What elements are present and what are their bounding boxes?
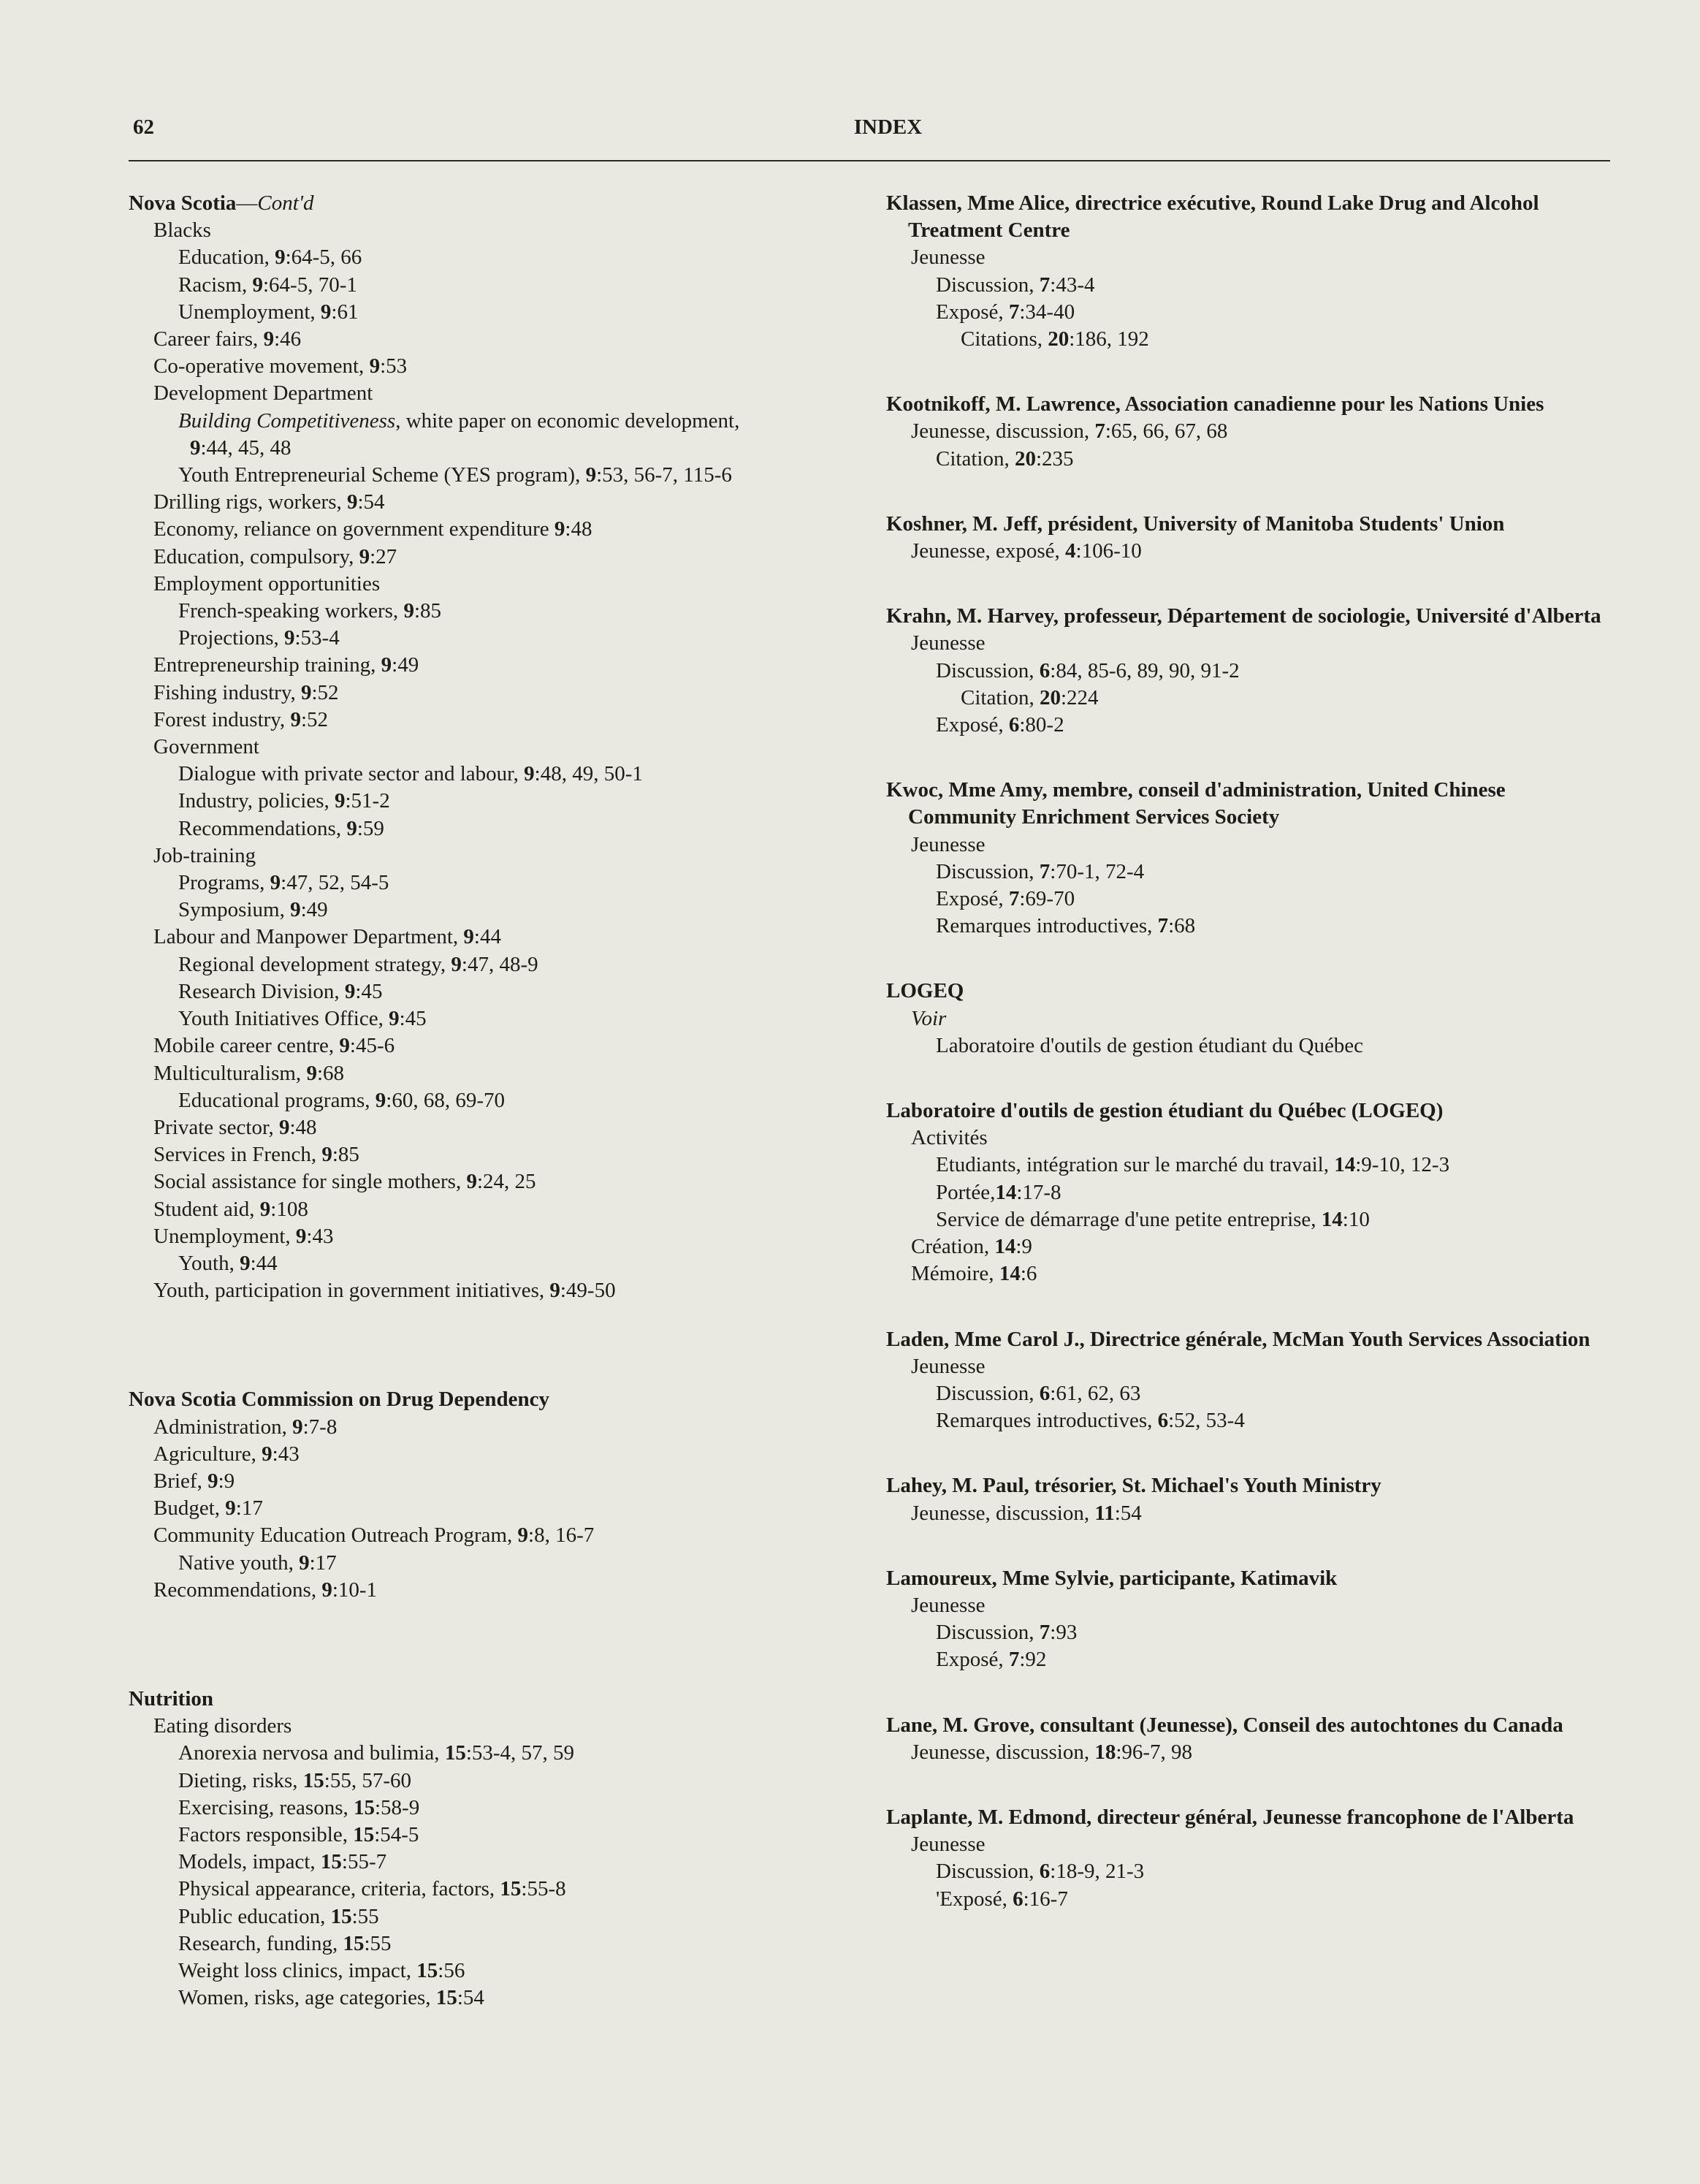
subentry: Anorexia nervosa and bulimia, 15:53-4, 57, 59 [178,1741,575,1765]
subentry: Discussion, 6:61, 62, 63 [936,1381,1141,1405]
subentry: French-speaking workers, 9:85 [178,599,441,623]
subentry: Government [153,735,259,759]
index-entry-krahn [886,603,1609,739]
subentry: Service de démarrage d'une petite entreprise, 14:10 [936,1207,1370,1231]
index-entry-laden [886,1326,1609,1435]
entry-heading: Laplante, M. Edmond, directeur général, Jeunesse francophone de l'Alberta [886,1805,1574,1829]
subentry: Educational programs, 9:60, 68, 69-70 [178,1088,505,1112]
subentry: Création, 14:9 [911,1235,1032,1259]
subentry: Forest industry, 9:52 [153,707,328,731]
subentry: Activités [911,1126,988,1150]
entry-heading: Koshner, M. Jeff, président, University of Manitoba Students' Union [886,511,1505,536]
index-entry-koshner [886,511,1609,565]
subentry: Racism, 9:64-5, 70-1 [178,273,357,297]
subentry: Jeunesse [911,1833,986,1857]
subentry: Jeunesse, discussion, 7:65, 66, 67, 68 [911,419,1228,444]
subentry: Exposé, 7:34-40 [936,300,1075,324]
subentry: Mémoire, 14:6 [911,1262,1037,1286]
entry-heading: Klassen, Mme Alice, directrice exécutive, Round Lake Drug and Alcohol Treatment Centre [886,191,1539,243]
subentry: Recommendations, 9:10-1 [153,1578,378,1602]
subentry: Jeunesse [911,1354,986,1378]
right-column [886,190,1609,1913]
see-reference-target: Laboratoire d'outils de gestion étudiant du Québec [936,1033,1364,1057]
page-title: INDEX [853,115,923,139]
subentry: Research, funding, 15:55 [178,1931,392,1955]
entry-heading: Lamoureux, Mme Sylvie, participante, Katimavik [886,1566,1338,1590]
subentry: Brief, 9:9 [153,1469,235,1493]
subentry: Exposé, 7:92 [936,1648,1047,1672]
entry-heading: Laboratoire d'outils de gestion étudiant du Québec (LOGEQ) [886,1099,1444,1123]
subentry: Native youth, 9:17 [178,1551,337,1575]
subentry: Jeunesse [911,1593,986,1617]
subentry: Job-training [153,843,256,867]
left-column [129,190,852,2012]
subentry: Remarques introductives, 7:68 [936,914,1196,938]
index-entry-lamoureux [886,1565,1609,1674]
subentry: Youth Entrepreneurial Scheme (YES program), 9:53, 56-7, 115-6 [178,463,732,487]
index-entry-logeq [886,978,1609,1059]
subentry: Regional development strategy, 9:47, 48-9 [178,952,538,976]
entry-heading: Lahey, M. Paul, trésorier, St. Michael's Youth Ministry [886,1474,1381,1498]
subentry: Youth, 9:44 [178,1251,278,1275]
entry-heading: Laden, Mme Carol J., Directrice générale, McMan Youth Services Association [886,1327,1590,1351]
subentry: Mobile career centre, 9:45-6 [153,1034,395,1058]
subentry: Programs, 9:47, 52, 54-5 [178,871,389,895]
subentry: Discussion, 7:93 [936,1621,1078,1645]
subentry: Recommendations, 9:59 [178,816,384,840]
subentry: Education, 9:64-5, 66 [178,246,362,270]
subentry: Youth Initiatives Office, 9:45 [178,1007,427,1031]
subentry: Weight loss clinics, impact, 15:56 [178,1958,465,1982]
subentry: Public education, 15:55 [178,1904,379,1928]
subentry: Economy, reliance on government expenditure 9:48 [153,517,592,541]
subentry: Exercising, reasons, 15:58-9 [178,1795,420,1819]
index-entry-lahey [886,1472,1609,1526]
subentry: Fishing industry, 9:52 [153,680,339,704]
subentry: Education, compulsory, 9:27 [153,544,397,568]
header-rule [129,160,1610,161]
subentry: Citations, 20:186, 192 [961,327,1149,351]
subentry: Co-operative movement, 9:53 [153,354,408,378]
subentry: Jeunesse [911,832,986,856]
entry-heading: Nova Scotia [129,191,237,215]
subentry: Research Division, 9:45 [178,979,383,1003]
subentry: Dialogue with private sector and labour, 9:48, 49, 50-1 [178,762,643,786]
subentry: 'Exposé, 6:16-7 [936,1887,1068,1911]
subentry: Factors responsible, 15:54-5 [178,1822,419,1846]
index-entry-kwoc [886,777,1609,940]
subentry: Industry, policies, 9:51-2 [178,789,390,813]
subentry: Social assistance for single mothers, 9:24, 25 [153,1170,536,1194]
subentry: Women, risks, age categories, 15:54 [178,1986,484,2010]
subentry: Development Department [153,381,373,406]
see-reference-label: Voir [911,1006,947,1030]
subentry: Discussion, 6:84, 85-6, 89, 90, 91-2 [936,658,1240,682]
entry-heading: Kwoc, Mme Amy, membre, conseil d'administration, United Chinese Community Enrichment Services Society [886,778,1506,829]
entry-heading: Nova Scotia Commission on Drug Dependency [129,1388,549,1412]
index-entry-laplante [886,1804,1609,1913]
subentry: Citation, 20:235 [936,446,1074,471]
subentry: Jeunesse [911,246,986,270]
subentry: Physical appearance, criteria, factors, 15:55-8 [178,1877,566,1901]
subentry: Portée,14:17-8 [936,1180,1061,1204]
subentry: Discussion, 6:18-9, 21-3 [936,1860,1145,1884]
subentry: Blacks [153,218,211,243]
subentry: Services in French, 9:85 [153,1143,359,1167]
subentry: Budget, 9:17 [153,1496,263,1521]
subentry: Jeunesse, exposé, 4:106-10 [911,539,1142,563]
index-entry-laboratoire [886,1097,1609,1287]
subentry: Entrepreneurship training, 9:49 [153,653,419,677]
subentry: Jeunesse, discussion, 18:96-7, 98 [911,1740,1193,1764]
subentry: Exposé, 7:69-70 [936,887,1075,911]
subentry: Symposium, 9:49 [178,898,328,922]
subentry: Jeunesse [911,631,986,655]
subentry: Eating disorders [153,1714,292,1738]
page-number: 62 [133,115,154,139]
subentry: Private sector, 9:48 [153,1115,317,1139]
entry-heading: Lane, M. Grove, consultant (Jeunesse), Conseil des autochtones du Canada [886,1713,1563,1737]
subentry: Agriculture, 9:43 [153,1442,300,1466]
index-entry-nscdd [129,1386,852,1604]
subentry: Community Education Outreach Program, 9:8, 16-7 [153,1523,595,1548]
subentry: Youth, participation in government initiatives, 9:49-50 [153,1279,616,1303]
index-entry-klassen [886,190,1609,353]
subentry: Discussion, 7:43-4 [936,273,1095,297]
subentry: Career fairs, 9:46 [153,327,302,351]
subentry: Drilling rigs, workers, 9:54 [153,490,385,514]
subentry: Discussion, 7:70-1, 72-4 [936,859,1145,883]
entry-heading: LOGEQ [886,979,964,1003]
subentry: Projections, 9:53-4 [178,626,340,650]
subentry: Remarques introductives, 6:52, 53-4 [936,1409,1245,1433]
subentry: Exposé, 6:80-2 [936,713,1064,737]
continued-label: Cont'd [257,191,314,215]
subentry-continuation: 9:44, 45, 48 [190,435,291,460]
subentry: Models, impact, 15:55-7 [178,1850,387,1874]
subentry: Student aid, 9:108 [153,1197,308,1221]
subentry: Building Competitiveness, white paper on economic development, [178,408,740,433]
index-entry-lane [886,1712,1609,1766]
subentry: Unemployment, 9:43 [153,1224,334,1248]
entry-heading: Nutrition [129,1686,213,1711]
subentry: Etudiants, intégration sur le marché du travail, 14:9-10, 12-3 [936,1153,1450,1177]
subentry: Unemployment, 9:61 [178,300,359,324]
index-entry-nova-scotia: Nova Scotia—Cont'd Blacks Education, 9:64-5, 66 Racism, 9:64-5, 70-1 Unemployment, 9:61 Career fairs, 9:46 Co-operative movement, 9:53 Development Department Building Competitiveness, white paper on economic development, 9:44, 45, 48 Youth Entrepreneurial Scheme (YES program), 9:53, 56-7, 115-6 Drilling rigs, workers, 9:54 Economy, reliance on government expenditure 9:48 Education, compulsory, 9:27 Employment opportunities French-speaking workers, 9:85 Projections, 9:53-4 Entrepreneurship training, 9:49 Fishing industry, 9:52 Forest industry, 9:52 Government Dialogue with private sector and labour, 9:48, 49, 50-1 Industry, policies, 9:51-2 Recommendations, 9:59 Job-training Programs, 9:47, 52, 54-5 Symposium, 9:49 Labour and Manpower Department, 9:44 Regional development strategy, 9:47, 48-9 Research Division, 9:45 Youth Initiatives Office, 9:45 Mobile career centre, 9:45-6 Multiculturalism, 9:68 Educational programs, 9:60, 68, 69-70 Private sector, 9:48 Services in French, 9:85 Social assistance for single mothers, 9:24, 25 Student aid, 9:108 Unemployment, 9:43 Youth, 9:44 Youth, participation in government initiatives, 9:49-50 [129,190,852,1304]
subentry: Employment opportunities [153,571,381,596]
index-entry-nutrition [129,1686,852,2012]
subentry: Jeunesse, discussion, 11:54 [911,1501,1142,1525]
subentry: Citation, 20:224 [961,685,1099,709]
entry-heading: Kootnikoff, M. Lawrence, Association canadienne pour les Nations Unies [886,392,1544,416]
subentry: Multiculturalism, 9:68 [153,1061,344,1085]
entry-heading: Krahn, M. Harvey, professeur, Département de sociologie, Université d'Alberta [886,604,1601,628]
index-entry-kootnikoff [886,391,1609,473]
subentry: Labour and Manpower Department, 9:44 [153,925,501,949]
subentry: Administration, 9:7-8 [153,1415,338,1439]
subentry: Dieting, risks, 15:55, 57-60 [178,1768,411,1792]
